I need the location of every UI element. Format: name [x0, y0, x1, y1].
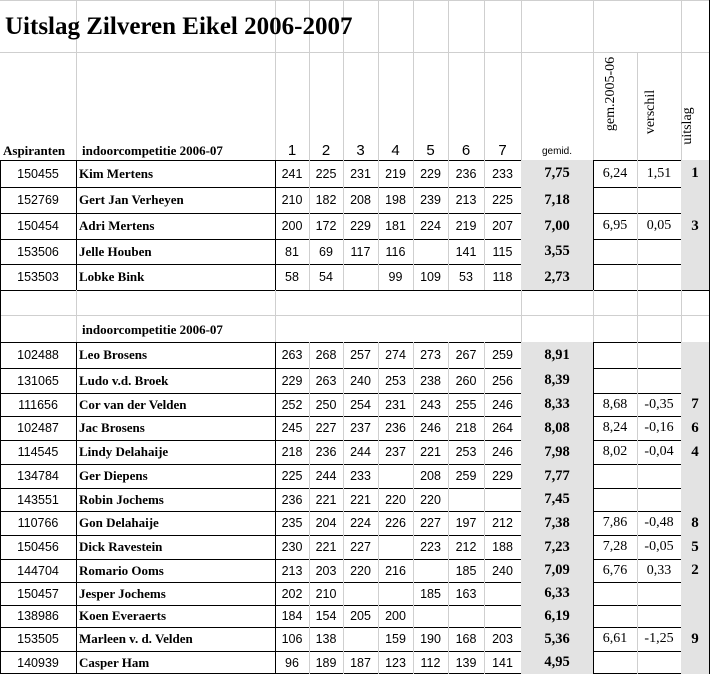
round-score: 123 — [385, 655, 406, 670]
round-score: 116 — [385, 244, 406, 259]
average-value: 7,23 — [521, 535, 593, 559]
average-value: 6,19 — [521, 605, 593, 627]
previous-average — [593, 368, 637, 393]
player-name: Ger Diepens — [79, 468, 148, 483]
round-score: 198 — [385, 193, 406, 207]
difference-value — [637, 239, 681, 264]
round-score: 236 — [315, 445, 337, 459]
average-value: 3,55 — [521, 239, 593, 264]
difference-value — [637, 368, 681, 393]
round-score: 219 — [385, 166, 406, 181]
difference-value: -1,25 — [644, 631, 674, 646]
round-score: 236 — [455, 166, 477, 181]
round-score: 227 — [350, 540, 371, 554]
rank-value: 1 — [681, 160, 709, 187]
round-score: 235 — [281, 516, 303, 530]
previous-average — [593, 264, 637, 290]
round-header: 6 — [461, 141, 471, 159]
rank-value: 6 — [681, 416, 709, 440]
grid-vline — [637, 52, 638, 160]
player-id: 150455 — [17, 166, 59, 181]
round-score: 225 — [281, 469, 303, 483]
difference-value: 0,05 — [646, 218, 672, 233]
average-value: 5,36 — [521, 627, 593, 651]
round-header: 5 — [426, 141, 435, 159]
difference-value: -0,16 — [644, 420, 674, 435]
round-score: 240 — [492, 563, 513, 578]
header-verschil: verschil — [643, 89, 658, 135]
round-score: 255 — [455, 397, 477, 412]
round-score: 239 — [420, 193, 441, 207]
rank-value: 9 — [681, 627, 709, 651]
player-name: Koen Everaerts — [79, 608, 167, 623]
player-name: Kim Mertens — [79, 165, 154, 181]
round-score: 241 — [281, 166, 303, 181]
round-score: 253 — [455, 445, 477, 459]
round-score — [448, 488, 484, 511]
round-score — [484, 605, 521, 627]
header-competitie: indoorcompetitie 2006-07 — [82, 143, 223, 158]
rank-value — [681, 488, 709, 511]
difference-value — [637, 582, 681, 605]
rank-value: 3 — [681, 213, 709, 239]
player-name: Jelle Houben — [79, 243, 152, 259]
player-id: 102488 — [17, 348, 59, 362]
grid-vline — [637, 290, 638, 342]
player-name: Jesper Jochems — [79, 585, 166, 601]
player-name: Leo Brosens — [79, 347, 148, 362]
grid-hline — [0, 315, 710, 316]
player-name: Lindy Delahaije — [79, 444, 169, 459]
round-score: 202 — [281, 586, 303, 601]
round-score — [484, 582, 521, 605]
round-score: 218 — [281, 445, 303, 459]
round-score: 138 — [315, 632, 337, 646]
difference-value — [637, 651, 681, 674]
round-score: 259 — [455, 469, 477, 483]
previous-average: 8,68 — [602, 396, 628, 412]
round-score: 221 — [350, 492, 371, 507]
round-score: 197 — [455, 516, 477, 530]
rank-value: 5 — [681, 535, 709, 559]
player-id: 144704 — [17, 563, 59, 578]
average-value: 6,33 — [521, 582, 593, 605]
grid-hline — [0, 0, 710, 1]
rank-value — [681, 342, 709, 368]
round-header: 2 — [321, 141, 331, 159]
round-score: 252 — [281, 397, 303, 412]
round-score: 238 — [420, 373, 441, 388]
player-name: Marleen v. d. Velden — [79, 631, 193, 646]
round-score: 273 — [420, 348, 441, 362]
previous-average — [593, 187, 637, 213]
round-score: 244 — [350, 445, 371, 459]
round-score: 118 — [492, 270, 513, 284]
difference-value — [637, 605, 681, 627]
round-header: 1 — [287, 141, 297, 159]
round-score: 225 — [492, 193, 513, 207]
round-score: 99 — [388, 270, 403, 284]
difference-value — [637, 488, 681, 511]
grid-vline — [275, 290, 276, 342]
round-score: 240 — [350, 373, 371, 388]
average-value: 8,33 — [521, 393, 593, 416]
round-score: 226 — [385, 516, 406, 530]
round-score: 253 — [385, 373, 406, 388]
round-score: 96 — [285, 655, 299, 670]
round-score: 58 — [285, 270, 299, 284]
player-id: 102487 — [17, 421, 59, 435]
round-score: 210 — [281, 193, 303, 207]
previous-average: 7,28 — [602, 539, 628, 554]
round-score: 246 — [492, 397, 513, 412]
grid-vline — [593, 290, 594, 342]
round-score: 218 — [455, 421, 477, 435]
round-score: 231 — [350, 166, 371, 181]
average-value: 7,98 — [521, 440, 593, 464]
round-score: 254 — [350, 397, 371, 412]
round-score: 224 — [350, 516, 371, 530]
previous-average — [593, 239, 637, 264]
average-value: 8,39 — [521, 368, 593, 393]
round-score: 212 — [492, 516, 513, 530]
section2-header: indoorcompetitie 2006-07 — [82, 322, 223, 337]
rank-value — [681, 264, 709, 290]
round-score: 227 — [420, 516, 441, 530]
round-score: 154 — [315, 609, 337, 623]
round-score: 141 — [492, 655, 513, 670]
previous-average: 6,61 — [602, 631, 628, 646]
round-score: 141 — [455, 244, 477, 259]
header-gem-prev: gem.2005-06 — [603, 56, 618, 132]
grid-vline — [448, 0, 449, 160]
round-score: 231 — [385, 397, 406, 412]
round-score: 229 — [492, 469, 513, 483]
round-score — [413, 239, 448, 264]
grid-vline — [413, 0, 414, 160]
round-score: 181 — [385, 219, 406, 233]
average-value: 7,00 — [521, 213, 593, 239]
player-id: 114545 — [17, 445, 59, 459]
previous-average: 6,24 — [602, 165, 628, 181]
round-score: 237 — [385, 445, 406, 459]
round-score: 69 — [319, 244, 333, 259]
rank-value — [681, 187, 709, 213]
round-score: 185 — [420, 586, 441, 601]
round-score: 246 — [492, 445, 513, 459]
round-score: 208 — [420, 469, 441, 483]
grid-vline — [521, 290, 522, 342]
grid-vline — [593, 0, 594, 160]
round-score: 204 — [315, 516, 337, 530]
round-score: 184 — [281, 609, 303, 623]
player-id: 138986 — [17, 609, 59, 623]
player-name: Casper Ham — [79, 654, 150, 670]
round-score — [378, 535, 413, 559]
average-value: 8,08 — [521, 416, 593, 440]
average-value: 7,45 — [521, 488, 593, 511]
round-score: 243 — [420, 397, 441, 412]
round-score: 221 — [420, 445, 441, 459]
average-value: 8,91 — [521, 342, 593, 368]
average-value: 7,09 — [521, 559, 593, 582]
round-score: 256 — [492, 373, 513, 388]
round-score: 188 — [492, 540, 513, 554]
header-uitslag: uitslag — [680, 107, 695, 145]
round-header: 3 — [356, 141, 365, 159]
round-score: 257 — [350, 348, 371, 362]
player-id: 140939 — [17, 655, 59, 670]
player-name: Lobke Bink — [79, 269, 145, 284]
round-header: 4 — [391, 141, 400, 159]
rank-value: 2 — [681, 559, 709, 582]
round-score: 237 — [350, 421, 371, 435]
difference-value: -0,48 — [644, 515, 674, 530]
player-id: 131065 — [17, 373, 59, 388]
round-score: 224 — [420, 219, 441, 233]
average-value: 4,95 — [521, 651, 593, 674]
round-score: 263 — [315, 373, 337, 388]
rank-value: 4 — [681, 440, 709, 464]
round-score: 263 — [281, 348, 303, 362]
round-score: 213 — [455, 193, 477, 207]
average-value: 2,73 — [521, 264, 593, 290]
previous-average: 7,86 — [602, 515, 628, 530]
player-id: 143551 — [17, 492, 59, 507]
rank-value — [681, 651, 709, 674]
round-score: 185 — [455, 563, 477, 578]
player-name: Ludo v.d. Broek — [79, 372, 169, 388]
round-score: 163 — [455, 586, 477, 601]
round-score: 225 — [315, 166, 337, 181]
round-score: 81 — [285, 244, 299, 259]
header-aspiranten: Aspiranten — [3, 143, 66, 158]
round-score: 250 — [315, 397, 337, 412]
round-score: 219 — [455, 219, 477, 233]
round-score: 216 — [385, 563, 406, 578]
round-score: 223 — [420, 540, 441, 554]
round-score: 187 — [350, 655, 371, 670]
previous-average: 6,76 — [602, 562, 628, 578]
grid-vline — [484, 0, 485, 160]
difference-value: -0,04 — [644, 444, 674, 459]
gap-shade — [521, 290, 593, 342]
round-score: 117 — [350, 244, 371, 259]
rank-value: 8 — [681, 511, 709, 535]
difference-value: 1,51 — [646, 165, 672, 181]
round-score: 233 — [492, 166, 513, 181]
difference-value — [637, 342, 681, 368]
round-score: 229 — [281, 373, 303, 388]
round-score: 221 — [315, 492, 337, 507]
round-score: 54 — [319, 270, 333, 284]
previous-average: 6,95 — [602, 218, 628, 233]
round-score: 203 — [492, 632, 513, 646]
player-id: 153505 — [17, 632, 59, 646]
previous-average — [593, 582, 637, 605]
round-score: 233 — [350, 469, 371, 483]
average-value: 7,38 — [521, 511, 593, 535]
previous-average: 8,02 — [602, 444, 628, 459]
round-header: 7 — [498, 141, 507, 159]
round-score: 267 — [455, 348, 477, 362]
round-score: 220 — [420, 492, 441, 507]
rank-value — [681, 605, 709, 627]
header-gemid: gemid. — [541, 145, 572, 157]
round-score: 229 — [420, 166, 441, 181]
round-score — [378, 464, 413, 488]
round-score: 259 — [492, 348, 513, 362]
round-score: 212 — [455, 540, 477, 554]
player-id: 110766 — [17, 516, 59, 530]
round-score: 200 — [385, 609, 406, 623]
round-score: 172 — [315, 219, 337, 233]
difference-value — [637, 464, 681, 488]
grid-vline — [76, 290, 77, 342]
gap-shade — [681, 290, 709, 342]
round-score: 213 — [281, 563, 303, 578]
round-score: 200 — [281, 219, 303, 233]
round-score: 112 — [420, 655, 441, 670]
round-score: 220 — [385, 492, 406, 507]
rank-value — [681, 582, 709, 605]
round-score: 236 — [281, 492, 303, 507]
round-score: 182 — [315, 193, 337, 207]
round-score: 139 — [455, 655, 477, 670]
difference-value: -0,35 — [644, 396, 674, 412]
player-id: 150457 — [17, 586, 59, 601]
player-id: 153506 — [17, 244, 59, 259]
round-score: 115 — [492, 244, 513, 259]
page-title: Uitslag Zilveren Eikel 2006-2007 — [5, 13, 353, 40]
round-score: 205 — [350, 609, 371, 623]
round-score: 220 — [350, 563, 371, 578]
rank-value: 7 — [681, 393, 709, 416]
round-score: 190 — [420, 632, 441, 646]
round-score — [413, 559, 448, 582]
player-name: Romario Ooms — [79, 562, 164, 578]
round-score: 207 — [492, 219, 513, 233]
round-score — [343, 582, 378, 605]
grid-vline — [521, 0, 522, 160]
round-score — [378, 582, 413, 605]
round-score: 244 — [315, 469, 337, 483]
round-score — [484, 488, 521, 511]
difference-value — [637, 264, 681, 290]
round-score: 159 — [385, 632, 406, 646]
rank-value — [681, 368, 709, 393]
round-score: 109 — [420, 270, 441, 284]
round-score: 221 — [315, 540, 337, 554]
round-score: 106 — [281, 632, 303, 646]
difference-value — [637, 187, 681, 213]
player-id: 152769 — [17, 193, 59, 207]
player-name: Gon Delahaije — [79, 515, 159, 530]
player-id: 134784 — [17, 469, 59, 483]
rank-value — [681, 464, 709, 488]
player-name: Jac Brosens — [79, 420, 145, 435]
round-score: 260 — [455, 373, 477, 388]
round-score: 245 — [281, 421, 303, 435]
player-name: Dick Ravestein — [79, 539, 163, 554]
previous-average — [593, 488, 637, 511]
player-name: Gert Jan Verheyen — [79, 192, 184, 207]
round-score: 230 — [281, 540, 303, 554]
round-score: 229 — [350, 219, 371, 233]
round-score: 227 — [315, 421, 337, 435]
round-score: 203 — [315, 563, 337, 578]
player-name: Cor van der Velden — [79, 396, 187, 412]
player-id: 150454 — [17, 219, 59, 233]
round-score — [343, 264, 378, 290]
difference-value: 0,33 — [646, 562, 672, 578]
round-score — [343, 627, 378, 651]
grid-vline — [681, 290, 682, 342]
round-score: 189 — [315, 655, 337, 670]
round-score — [448, 605, 484, 627]
player-name: Robin Jochems — [79, 491, 164, 507]
difference-value: -0,05 — [644, 539, 674, 554]
player-name: Adri Mertens — [79, 218, 155, 233]
grid-hline — [0, 290, 710, 291]
round-score: 53 — [459, 270, 473, 284]
round-score: 168 — [455, 632, 477, 646]
previous-average — [593, 342, 637, 368]
gemid-header-bg — [521, 0, 593, 160]
round-score: 236 — [385, 421, 406, 435]
average-value: 7,18 — [521, 187, 593, 213]
round-score — [413, 605, 448, 627]
round-score: 246 — [420, 421, 441, 435]
average-value: 7,75 — [521, 160, 593, 187]
previous-average — [593, 605, 637, 627]
round-score: 274 — [385, 348, 406, 362]
round-score: 268 — [315, 348, 337, 362]
player-id: 150456 — [17, 540, 59, 554]
round-score: 208 — [350, 193, 371, 207]
previous-average — [593, 464, 637, 488]
round-score: 264 — [492, 421, 513, 435]
average-value: 7,77 — [521, 464, 593, 488]
player-id: 111656 — [18, 397, 58, 412]
round-score: 210 — [315, 586, 337, 601]
rank-value — [681, 239, 709, 264]
player-id: 153503 — [17, 270, 59, 284]
previous-average: 8,24 — [602, 420, 628, 435]
previous-average — [593, 651, 637, 674]
